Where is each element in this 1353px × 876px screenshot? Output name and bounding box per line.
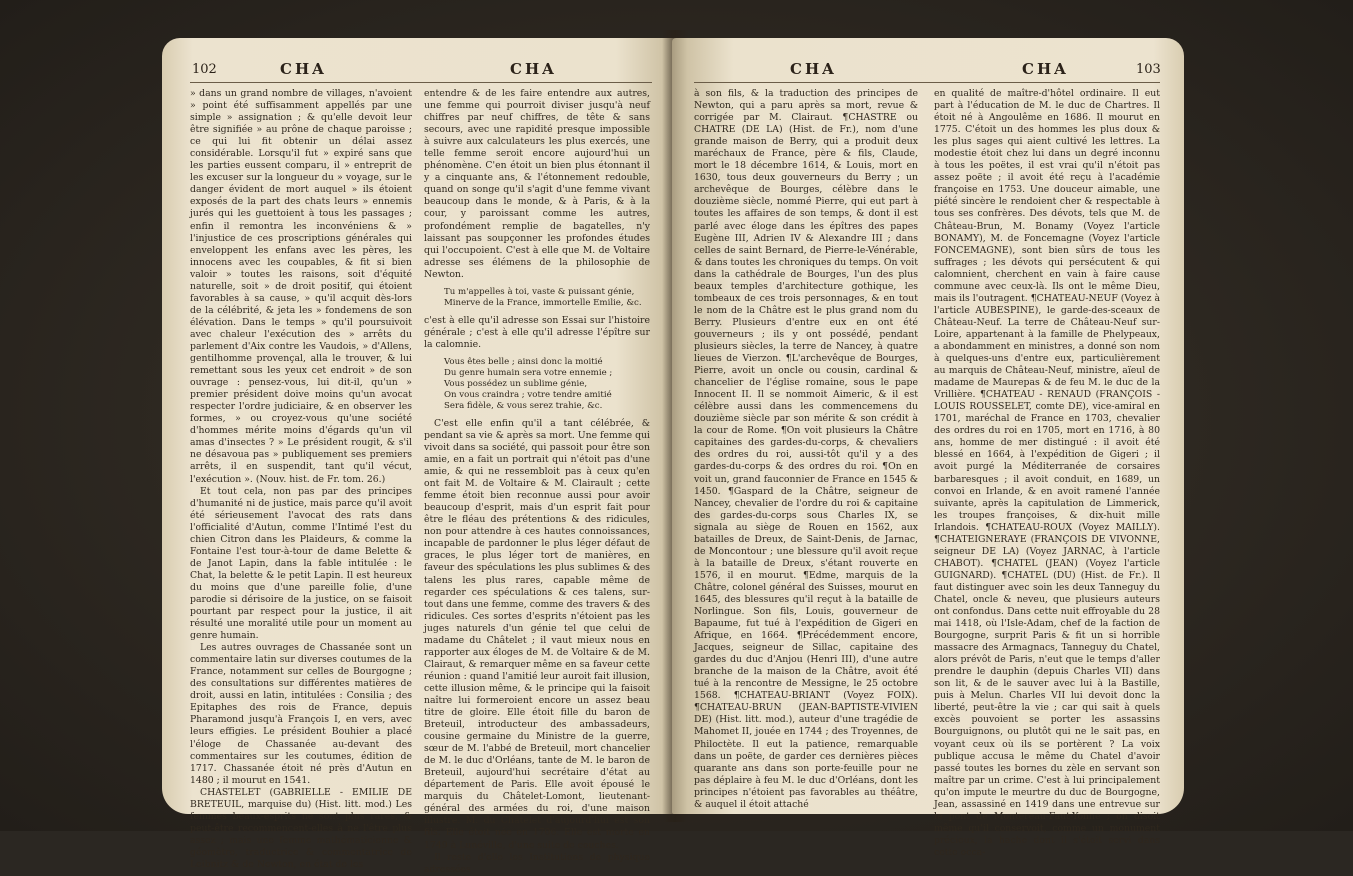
left-page [162,38,678,875]
running-head-left: CHA [790,60,837,78]
header-rule [694,82,1160,83]
paragraph: Et tout cela, non pas par des principes d'humanité ni de justice, mais parce qu'il avoit été sérieusement l'avocat des rats dans l'officialité d'Autun, comme l'Intimé l'est du chien Citron dans les Plaideurs, & comme la Fontaine l'est tour-à-tour de dame Belette & de Janot Lapin, dans la fable intitulée : le Chat, la belette & le petit Lapin. Il est heureux du moins que d'une pareille folie, d'une parodie si dérisoire de la justice, on se faisoit pourtant par respect pour la justice, il ait résulté une moralité utile pour un moment au genre humain. [190,485,412,642]
verse-line: Vous êtes belle ; ainsi donc la moitié [444,356,603,367]
paragraph: Il reste d'elle les Institutions de physique adressées [424,851,650,875]
running-head-right: CHA [1022,60,1069,78]
paragraph: entendre & de les faire entendre aux autres, une femme qui pourroit diviser jusqu'à neuf chiffres par neuf chiffres, de tête & sans secours, avec une rapidité presque impossible à suivre aux calculateurs les plus exercés, une telle femme seroit encore aujourd'hui un phénomène. C'en étoit un bien plus étonnant il y a cinquante ans, & l'étonnement redouble, quand on songe qu'il s'agit d'une femme vivant beaucoup dans le monde, & à Paris, & à la cour, y paroissant comme les autres, profondément remplie de bagatelles, n'y laissant pas soupçonner les profondes études qui l'occupoient. C'est à elle que M. de Voltaire adresse ses élémens de la philosophie de Newton. [424,88,650,280]
text-column-1 [694,88,918,811]
text-column-2 [934,88,1160,859]
page-number: 102 [192,62,217,77]
paragraph: C'est elle enfin qu'il a tant célébrée, & pendant sa vie & après sa mort. Une femme qui vivoit dans sa société, qui passoit pour être son amie, en a fait un portrait qui n'étoit pas d'une amie, & qui ne ressembloit pas à ceux qu'en ont fait M. de Voltaire & M. Clairault ; cette femme étoit bien reconnue aussi pour avoir beaucoup d'esprit, mais d'un esprit fait pour être le fléau des prétentions & des ridicules, non pour attendre à ces hautes connoissances, incapable de pardonner le plus léger défaut de graces, le plus léger tort de manières, en faveur des spéculations les plus sublimes & des talens les plus rares, capable même de regarder ces spéculations & ces talens, sur-tout dans une femme, comme des travers & des ridicules. Ces sortes d'esprits n'étoient pas les juges naturels d'un génie tel que celui de madame du Châtelet ; il vaut mieux nous en rapporter aux éloges de M. de Voltaire & de M. Clairaut, & remarquer même en sa faveur cette réunion : quand l'amitié leur auroit fait illusion, cette illusion même, & le principe qui la faisoit naître lui formeroient encore un assez beau titre de gloire. Elle étoit fille du baron de Breteuil, introducteur des ambassadeurs, cousine germaine du Ministre de la guerre, sœur de M. l'abbé de Breteuil, mort chancelier de M. le duc d'Orléans, tante de M. le baron de Breteuil, aujourd'hui secrétaire d'état au département de Paris. Elle avoit épousé le marquis du Châtelet-Lomont, lieutenant-général des armées du roi, d'une maison illustre. M. du Châtelet d'aujourd'hui est son fils. Elle étoit née en 1706. Elle est morte en 1749 à Lunéville, d'une suite de couches. [424,417,650,851]
right-page [672,38,1184,858]
verse-line: Sera fidèle, & vous serez trahie, &c. [444,400,603,411]
verse-quote [444,287,650,309]
running-head-left: CHA [280,60,327,78]
paragraph: » dans un grand nombre de villages, n'avoient » point été suffisamment appellés par une simple » assignation ; & qu'elle devoit leur être signifiée » au prône de chaque paroisse ; ce qui lui fit obtenir un délai assez considérable. Lorsqu'il fut » expiré sans que les parties eussent comparu, il » entreprit de les excuser sur la longueur du » voyage, sur le danger évident de mort auquel » ils étoient exposés de la part des chats leurs » ennemis jurés qui les guettoient à tous les passages ; enfin il remontra les inconvéniens & » l'injustice de ces proscriptions générales qui enveloppent les enfans avec les pères, les innocens avec les coupables, & fit si bien valoir » toutes les raisons, soit d'équité naturelle, soit » de droit positif, qui étoient favorables à sa cause, » qu'il acquit dès-lors de la célébrité, & jeta les » fondemens de son élévation. Dans le temps » qu'il poursuivoit avec chaleur l'exécution des » arrêts du parlement d'Aix contre les Vaudois, » d'Allens, gentilhomme provençal, alla le trouver, & lui remettant sous les yeux cet endroit » de son ouvrage : pensez-vous, lui dit-il, qu'un » premier président doive moins qu'un avocat respecter l'ordre judiciaire, & en observer les formes, » ou croyez-vous qu'une société d'hommes mérite moins d'égards qu'un vil amas d'insectes ? » Le président rougit, & s'il ne désavoua pas » publiquement ses premiers arrêts, il en suspendit, tant qu'il vécut, l'exécution ». (Nouv. hist. de Fr. tom. 26.) [190,88,412,485]
text-column-2 [424,88,650,876]
text-column-1 [190,88,412,871]
paragraph: CHASTELET (GABRIELLE - EMILIE DE BRETEUIL, marquise du) (Hist. litt. mod.) Les femmes beaux-esprits ne sont plus rares, & peut-être recommencent-elles à ne l'être plus assez ; mais une femme mathématicienne & géomètre, traductrice & commentatrice de Leibnitz & de Newton, en état de les [190,786,412,870]
verse-line: On vous craindra ; votre tendre amitié [444,389,612,400]
paragraph: en qualité de maître-d'hôtel ordinaire. Il eut part à l'éducation de M. le duc de Chartres. Il étoit né à Angoulême en 1686. Il mourut en 1775. C'étoit un des hommes les plus doux & les plus sages qui aient cultivé les lettres. La modestie étoit chez lui dans un degré inconnu à tous les poëtes, il est vrai qu'il n'étoit pas assez poëte ; il avoit été reçu à l'académie françoise en 1753. Une douceur aimable, une piété sincère le rendoient cher & respectable à tous ses confrères. Des dévots, tels que M. de Château-Brun, M. Bonamy (Voyez l'article BONAMY), M. de Foncemagne (Voyez l'article FONCEMAGNE), sont bien sûrs de tous les suffrages ; les dévots qui persécutent & qui calomnient, cherchent en vain à faire cause commune avec ceux-là. Ils ont le même Dieu, mais ils l'outragent. ¶CHATEAU-NEUF (Voyez à l'article AUBESPINE), le garde-des-sceaux de Château-Neuf. La terre de Château-Neuf sur-Loire, appartenant à la famille de Phelypeaux, a abondamment en ministres, a donné son nom à quelques-uns d'entre eux, particulièrement au marquis de Château-Neuf, ministre, aïeul de madame de Maurepas & de feu M. le duc de la Vrillière. ¶CHATEAU - RENAUD (FRANÇOIS - LOUIS ROUSSELET, comte DE), vice-amiral en 1701, maréchal de France en 1703, chevalier des ordres du roi en 1705, mort en 1716, à 80 ans, homme de mer distingué : il avoit été blessé en 1664, à l'expédition de Gigeri ; il avoit purgé la Méditerranée de corsaires barbaresques ; il avoit conduit, en 1689, un convoi en Irlande, & en avoit ramené l'année suivante, après la capitulation de Limmerick, les troupes françoises, & dix-huit mille Irlandois. ¶CHATEAU-ROUX (Voyez MAILLY). ¶CHATEIGNERAYE (FRANÇOIS DE VIVONNE, seigneur DE LA) (Voyez JARNAC, à l'article CHABOT). ¶CHATEL (JEAN) (Voyez l'article GUIGNARD). ¶CHATEL (DU) (Hist. de Fr.). Il faut distinguer avec soin les deux Tanneguy du Chatel, oncle & neveu, que plusieurs auteurs ont confondus. Dans cette nuit effroyable du 28 mai 1418, où l'Isle-Adam, chef de la faction de Bourgogne, surprit Paris & fit un si horrible massacre des Armagnacs, Tanneguy du Chatel, alors prévôt de Paris, n'eut que le temps d'aller prendre le dauphin (depuis Charles VII) dans son lit, & de le sauver avec lui à la Bastille, puis à Melun. Charles VII lui devoit donc la liberté, peut-être la vie ; car qui sait à quels excès pouvoient se porter les assassins Bourguignons, ou plutôt qui ne le sait pas, en voyant ceux où ils se portèrent ? La voix publique accusa le même du Chatel d'avoir passé toutes les bornes du zèle en servant son maître par un crime. C'est à lui principalement qu'on impute le meurtre du duc de Bourgogne, Jean, assassiné en 1419 dans une entrevue sur le pont de Montereau-Faut-Yonne ; on disoit même qu'il conservoit, comme un monument précieux, la hache dont il s'étoit servi dans cette occa- [934,88,1160,858]
running-head-right: CHA [510,60,557,78]
paragraph: Les autres ouvrages de Chassanée sont un commentaire latin sur diverses coutumes de la France, notamment sur celles de Bourgogne ; des consultations sur différentes matières de droit, aussi en latin, intitulées : Consilia ; des Epitaphes des rois de France, depuis Pharamond jusqu'à François I, en vers, avec leurs effigies. Le président Bouhier a placé l'éloge de Chassanée au-devant des commentaires sur les coutumes, édition de 1717. Chassanée étoit né près d'Autun en 1480 ; il mourut en 1541. [190,642,412,786]
paragraph: à son fils, & la traduction des principes de Newton, qui a paru après sa mort, revue & corrigée par M. Clairaut. ¶CHASTRE ou CHATRE (DE LA) (Hist. de Fr.), nom d'une grande maison de Berry, qui a produit deux maréchaux de France, père & fils, Claude, mort le 18 décembre 1614, & Louis, mort en 1630, tous deux gouverneurs du Berry ; un archevêque de Bourges, célèbre dans le douzième siècle, nommé Pierre, qui eut part à toutes les affaires de son temps, & dont il est parlé avec éloge dans les épîtres des papes Eugène III, Adrien IV & Alexandre III ; dans celles de saint Bernard, de Pierre-le-Vénérable, & dans toutes les chroniques du temps. On voit dans la cathédrale de Bourges, l'un des plus beaux temples d'architecture gothique, les tombeaux de ces trois personnages, & en tout le nom de la Châtre est le plus grand nom du Berry. Plusieurs d'entre eux en ont été gouverneurs ; ils y ont possédé, pendant plusieurs siècles, la terre de Nancey, à quatre lieues de Vierzon. ¶L'archevêque de Bourges, Pierre, avoit un oncle ou cousin, cardinal & chancelier de l'église romaine, sous le pape Innocent II. Il se nommoit Aimeric, & il est célèbre aussi dans les commencemens du douzième siècle par son mérite & son crédit à la cour de Rome. ¶On voit plusieurs la Châtre capitaines des gardes-du-corps, & chevaliers des ordres du roi, aussi-tôt qu'il y a des gardes-du-corps & des ordres du roi. ¶On en voit un, grand fauconnier de France en 1545 & 1450. ¶Gaspard de la Châtre, seigneur de Nancey, chevalier de l'ordre du roi & capitaine des gardes-du-corps sous Charles IX, se signala au siège de Rouen en 1562, aux batailles de Dreux, de Saint-Denis, de Jarnac, de Moncontour ; une blessure qu'il avoit reçue à la bataille de Dreux, s'étant rouverte en 1576, il en mourut. ¶Edme, marquis de la Châtre, colonel général des Suisses, mourut en 1645, des blessures qu'il reçut à la bataille de Norlingue. Son fils, Louis, gouverneur de Bapaume, fut tué à l'expédition de Gigeri en Afrique, en 1664. ¶Précédemment encore, Jacques, seigneur de Sillac, capitaine des gardes du duc d'Anjou (Henri III), d'une autre branche de la maison de la Châtre, avoit été tué à la rencontre de Messigne, le 25 octobre 1568. ¶CHATEAU-BRIANT (Voyez FOIX). ¶CHATEAU-BRUN (JEAN-BAPTISTE-VIVIEN DE) (Hist. litt. mod.), auteur d'une tragédie de Mahomet II, jouée en 1744 ; des Troyennes, de Philoctète. Il eut la patience, remarquable dans un poëte, de garder ces dernières pièces quarante ans dans son porte-feuille pour ne pas déplaire à feu M. le duc d'Orléans, dont les principes n'étoient pas favorables au théâtre, & auquel il étoit attaché [694,88,918,810]
verse-quote [444,357,650,412]
verse-line: Tu m'appelles à toi, vaste & puissant génie, [444,286,635,297]
verse-line: Du genre humain sera votre ennemie ; [444,367,613,378]
paragraph: c'est à elle qu'il adresse son Essai sur l'histoire générale ; c'est à elle qu'il adresse l'épître sur la calomnie. [424,314,650,350]
header-rule [190,82,652,83]
verse-line: Minerve de la France, immortelle Emilie, &c. [444,297,642,308]
verse-line: Vous possédez un sublime génie, [444,378,588,389]
page-number: 103 [1136,62,1161,77]
